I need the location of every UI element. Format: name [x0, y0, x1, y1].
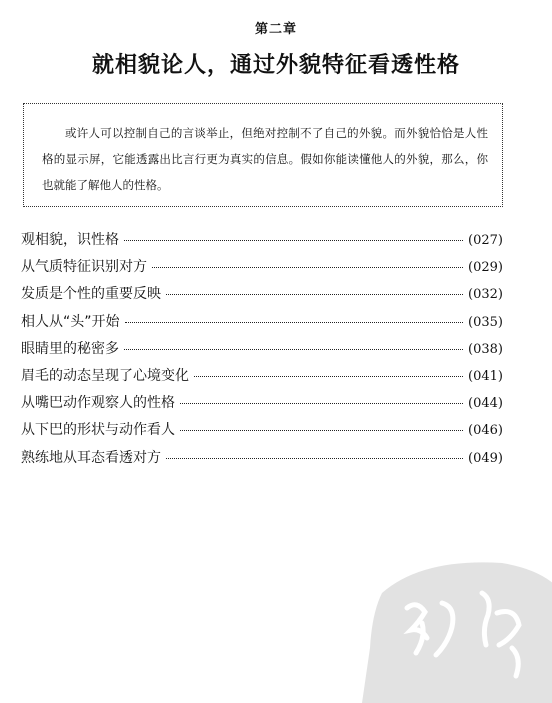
toc-entry[interactable] [21, 229, 503, 256]
dot-leader [152, 267, 463, 268]
toc-entry-title: 发质是个性的重要反映 [21, 286, 161, 303]
dot-leader [124, 349, 463, 350]
intro-box [23, 103, 503, 207]
toc-entry[interactable] [21, 338, 503, 365]
toc-entry[interactable] [21, 447, 503, 474]
toc-entry-title: 从气质特征识别对方 [21, 259, 147, 276]
toc-entry-page: (027) [468, 233, 503, 248]
toc-entry[interactable] [21, 392, 503, 419]
table-of-contents [21, 229, 503, 474]
dot-leader [194, 376, 463, 377]
intro-text: 或许人可以控制自己的言谈举止，但绝对控制不了自己的外貌。而外貌恰恰是人性格的显示屏，它能透露出比言行更为真实的信息。假如你能读懂他人的外貌，那么，你也就能了解他人的性格。 [42, 126, 488, 192]
toc-entry-page: (046) [468, 423, 503, 439]
chapter-title: 就相貌论人，通过外貌特征看透性格 [91, 53, 460, 78]
toc-entry[interactable] [21, 256, 503, 283]
toc-entry[interactable] [21, 283, 503, 310]
toc-entry[interactable] [21, 365, 503, 392]
seal-watermark-shape [362, 562, 552, 703]
dot-leader [125, 322, 464, 323]
toc-entry-title: 熟练地从耳态看透对方 [21, 449, 161, 466]
toc-entry-page: (041) [468, 368, 503, 384]
toc-entry-title: 从嘴巴动作观察人的性格 [21, 395, 175, 412]
toc-entry-page: (038) [468, 341, 503, 357]
dot-leader [180, 430, 463, 431]
toc-entry-page: (044) [468, 396, 503, 412]
chapter-label: 第二章 [254, 22, 297, 37]
toc-entry[interactable] [21, 419, 503, 446]
dot-leader [124, 240, 463, 241]
dot-leader [180, 403, 463, 404]
dot-leader [166, 294, 463, 295]
toc-entry-page: (049) [468, 450, 503, 466]
toc-entry-page: (029) [468, 260, 503, 276]
toc-entry-title: 从下巴的形状与动作看人 [21, 422, 175, 439]
dot-leader [166, 458, 463, 459]
toc-entry-title: 眉毛的动态呈现了心境变化 [21, 367, 189, 384]
toc-entry-page: (035) [468, 314, 503, 330]
toc-entry-title: 眼睛里的秘密多 [21, 340, 119, 357]
toc-entry-title: 相人从“头”开始 [21, 313, 120, 330]
toc-entry-page: (032) [468, 287, 503, 303]
toc-entry-title: 观相貌，识性格 [21, 232, 119, 248]
seal-watermark-icon [362, 553, 552, 703]
toc-entry[interactable] [21, 311, 503, 338]
